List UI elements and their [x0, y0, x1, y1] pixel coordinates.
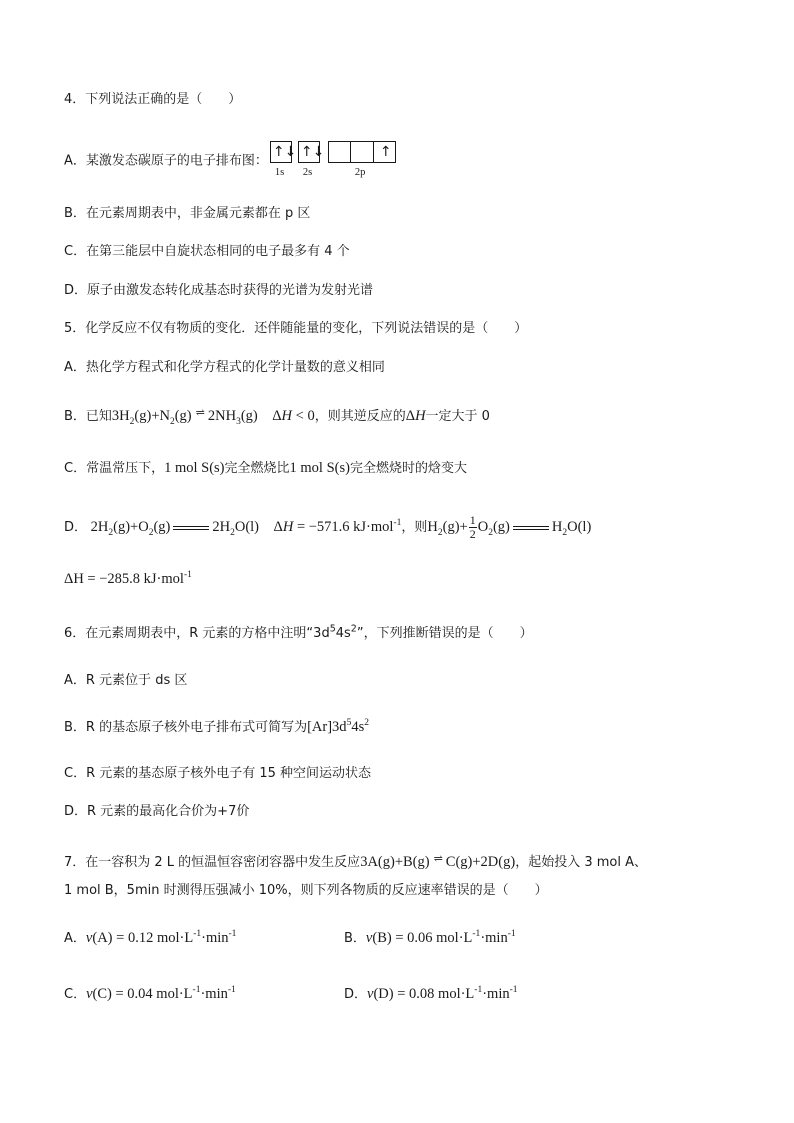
orbital-label-2s: 2s: [302, 167, 313, 178]
q5-option-a: A．热化学方程式和化学方程式的化学计量数的意义相同: [64, 360, 385, 375]
q6-option-b: [64, 718, 369, 737]
q5-option-c-mid: 完全燃烧比: [224, 461, 290, 476]
q5-option-d-value: ΔH = −285.8 kJ·mol$^{-1}$: [64, 570, 192, 587]
q5-option-b: B．已知$3H_2(g)+N_2(g)$ ⇌ $2NH_3(g)$ ΔH < 0，则其逆反应的ΔH一定大于 0: [64, 407, 490, 427]
q5-option-b-prefix: B．已知: [64, 409, 112, 424]
q7-option-a: A．v(A) = 0.12 $mol\cdot L^{-1}\cdot\min^{-1}$: [64, 929, 237, 946]
equals-arrow-icon: [513, 526, 549, 530]
q4-option-c: C．在第三能层中自旋状态相同的电子最多有 4 个: [64, 244, 350, 259]
reaction-equation: $3H_2(g)+N_2(g)$ ⇌ $2NH_3(g)$ ΔH < 0: [111, 407, 315, 427]
q6-stem-suffix: ”，下列推断错误的是（ ）: [356, 626, 533, 641]
q5-option-c: C．常温常压下，1 mol S(s)完全燃烧比1 mol S(s)完全燃烧时的焓变大: [64, 460, 467, 476]
q5-option-d-prefix: D．: [64, 519, 88, 535]
electron-configuration: $[Ar]3d^54s^2$: [307, 718, 369, 735]
orbital-diagram: [270, 141, 398, 178]
q4-option-a-text: A．某激发态碳原子的电子排布图：: [64, 153, 268, 169]
q7-option-b: B．v(B) = 0.06 $mol\cdot L^{-1}\cdot\min^{-1}$: [344, 929, 516, 946]
orbital-label-1s: 1s: [274, 167, 285, 178]
q7-option-c: C．v(C) = 0.04 $mol\cdot L^{-1}\cdot\min^{-1}$: [64, 985, 236, 1002]
q5-stem: 5．化学反应不仅有物质的变化．还伴随能量的变化，下列说法错误的是（ ）: [64, 321, 528, 336]
reversible-arrow-icon: ⇌: [195, 407, 204, 419]
q7-stem-suffix: ，起始投入 3 mol A、: [515, 855, 647, 870]
q5-option-b-suffix: ，则其逆反应的: [314, 409, 406, 424]
q4-option-a: [64, 144, 398, 178]
fraction-one-half: $\frac{1}{2}$: [469, 513, 476, 541]
q5-option-c-suffix: 完全燃烧时的焓变大: [349, 461, 467, 476]
q6-option-b-prefix: B．R 的基态原子核外电子排布式可简写为: [64, 720, 308, 735]
q7-stem-line2: 1 mol B，5min 时测得压强减小 10%，则下列各物质的反应速率错误的是（ ）: [64, 883, 548, 898]
equals-arrow-icon: [173, 526, 209, 530]
q7-stem-prefix: 7．在一容积为 2 L 的恒温恒容密闭容器中发生反应: [64, 855, 361, 870]
arrow-up-down-icon: ↑↓: [272, 144, 297, 160]
q5-option-d: D． $2H_2(g)+O_2(g)$ $2H_2O(l)$ ΔH = −571.6 kJ·mol$^{-1}$，则$H_2(g)+$ $\frac{1}{2}$ $O_2(g)$ $H_2O(l)$: [64, 513, 592, 541]
q6-stem: 6．在元素周期表中，R 元素的方格中注明“$3d^54s^2$”，下列推断错误的是（ ）: [64, 623, 533, 641]
arrow-up-icon: ↑: [379, 144, 392, 160]
q5-option-c-prefix: C．常温常压下，: [64, 461, 165, 476]
q4-stem: 4．下列说法正确的是（ ）: [64, 92, 242, 107]
q4-option-b: B．在元素周期表中，非金属元素都在 p 区: [64, 206, 311, 221]
q5-option-b-end: 一定大于 0: [425, 409, 490, 424]
q6-stem-prefix: 6．在元素周期表中，R 元素的方格中注明“3d: [64, 626, 330, 641]
q7-option-d: D．v(D) = 0.08 $mol\cdot L^{-1}\cdot\min^{-1}$: [344, 985, 518, 1002]
thermochemical-equation: $2H_2(g)+O_2(g)$ $2H_2O(l)$ ΔH = −571.6 kJ·mol$^{-1}$: [87, 518, 402, 538]
orbital-label-2p: 2p: [354, 167, 366, 178]
reversible-arrow-icon: ⇌: [433, 853, 442, 865]
q6-option-a: A．R 元素位于 ds 区: [64, 673, 188, 688]
q7-stem: [64, 850, 647, 872]
q4-option-d: D．原子由激发态转化成基态时获得的光谱为发射光谱: [64, 283, 374, 298]
q5-option-d-mid: ，则: [401, 519, 428, 535]
q6-option-c: C．R 元素的基态原子核外电子有 15 种空间运动状态: [64, 766, 372, 781]
arrow-up-down-icon: ↑↓: [300, 144, 325, 160]
q6-option-d: D．R 元素的最高化合价为+7价: [64, 804, 250, 819]
q7-reaction: 3A(g)+B(g) ⇌ C(g)+2D(g): [360, 853, 516, 870]
